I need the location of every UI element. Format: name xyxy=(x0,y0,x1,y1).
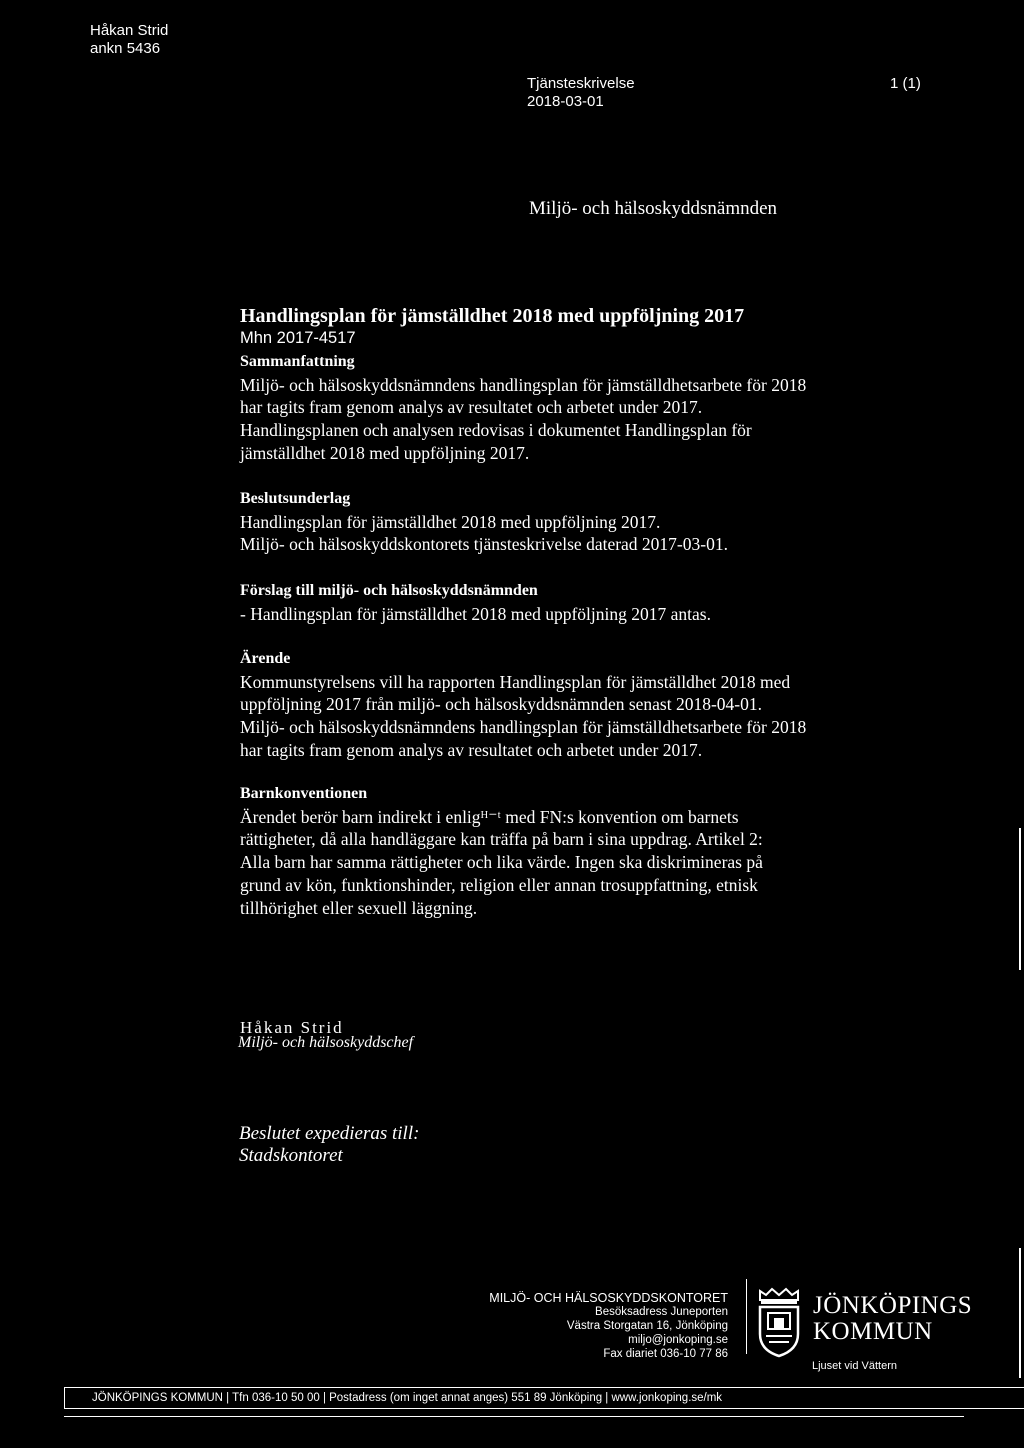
matter-line: uppföljning 2017 från miljö- och hälsoskyddsnämnden senast 2018-04-01. xyxy=(240,694,763,715)
doc-meta xyxy=(527,75,635,111)
basis-heading: Beslutsunderlag xyxy=(240,490,351,507)
author-extension: ankn 5436 xyxy=(90,40,161,57)
crown-shield-icon xyxy=(754,1286,804,1358)
summary-section xyxy=(240,351,880,465)
footer-bar xyxy=(64,1387,1024,1409)
page-number: 1 (1) xyxy=(890,75,921,92)
basis-section xyxy=(240,488,880,556)
distribution-heading: Beslutet expedieras till: xyxy=(239,1123,420,1144)
summary-line: Handlingsplanen och analysen redovisas i dokumentet Handlingsplan för xyxy=(240,420,752,441)
convention-line: tillhörighet eller sexuell läggning. xyxy=(240,897,478,918)
convention-line: Alla barn har samma rättigheter och lika värde. Ingen ska diskrimineras på xyxy=(240,852,763,873)
distribution-recipient: Stadskontoret xyxy=(239,1145,343,1166)
summary-line: Miljö- och hälsoskyddsnämndens handlingsplan för jämställdhetsarbete för 2018 xyxy=(240,374,807,395)
office-fax: Fax diariet 036-10 77 86 xyxy=(603,1348,728,1360)
page-title: Handlingsplan för jämställdhet 2018 med uppföljning 2017 xyxy=(240,305,745,327)
contact-divider xyxy=(746,1279,747,1354)
doc-date: 2018-03-01 xyxy=(527,93,604,110)
office-street: Västra Storgatan 16, Jönköping xyxy=(566,1320,728,1332)
proposal-line: - Handlingsplan för jämställdhet 2018 med uppföljning 2017 antas. xyxy=(240,603,711,624)
office-email: miljo@jonkoping.se xyxy=(628,1334,728,1346)
matter-line: Miljö- och hälsoskyddsnämndens handlingsplan för jämställdhetsarbete för 2018 xyxy=(240,717,807,738)
basis-line: Handlingsplan för jämställdhet 2018 med uppföljning 2017. xyxy=(240,511,661,532)
matter-section xyxy=(240,648,880,762)
logo-name-line1: JÖNKÖPINGS xyxy=(813,1292,973,1319)
author-name: Håkan Strid xyxy=(90,22,169,39)
logo-wordmark xyxy=(813,1293,972,1345)
edge-mark xyxy=(1019,1248,1021,1378)
office-visit-address: Besöksadress Juneporten xyxy=(595,1306,728,1318)
case-number: Mhn 2017-4517 xyxy=(240,329,356,347)
summary-line: har tagits fram genom analys av resultatet och arbetet under 2017. xyxy=(240,397,703,418)
logo-name-line2: KOMMUN xyxy=(813,1318,933,1345)
footer-underline xyxy=(64,1416,964,1417)
edge-mark xyxy=(1019,828,1021,970)
signature-name: Håkan Strid xyxy=(240,1018,344,1037)
doc-type: Tjänsteskrivelse xyxy=(527,75,635,92)
matter-line: Kommunstyrelsens vill ha rapporten Handlingsplan för jämställdhet 2018 med xyxy=(240,671,791,692)
basis-line: Miljö- och hälsoskyddskontorets tjänsteskrivelse daterad 2017-03-01. xyxy=(240,534,728,555)
convention-line: rättigheter, då alla handläggare kan träffa på barn i sina uppdrag. Artikel 2: xyxy=(240,829,763,850)
signature-role: Miljö- och hälsoskyddschef xyxy=(238,1034,414,1051)
logo-tagline: Ljuset vid Vättern xyxy=(812,1360,897,1372)
proposal-section xyxy=(240,580,880,625)
office-contact xyxy=(450,1291,728,1361)
proposal-heading: Förslag till miljö- och hälsoskyddsnämnden xyxy=(240,582,538,599)
matter-line: har tagits fram genom analys av resultatet och arbetet under 2017. xyxy=(240,739,703,760)
office-name: MILJÖ- OCH HÄLSOSKYDDSKONTORET xyxy=(489,1291,728,1305)
convention-heading: Barnkonventionen xyxy=(240,785,368,802)
matter-heading: Ärende xyxy=(240,650,291,667)
summary-line: jämställdhet 2018 med uppföljning 2017. xyxy=(240,442,530,463)
author-block xyxy=(90,22,168,58)
summary-heading: Sammanfattning xyxy=(240,353,355,370)
footer-text: JÖNKÖPINGS KOMMUN | Tfn 036-10 50 00 | Postadress (om inget annat anges) 551 89 Jönköping | www.jonkoping.se/mk xyxy=(92,1392,723,1404)
recipient: Miljö- och hälsoskyddsnämnden xyxy=(529,198,778,219)
convention-section xyxy=(240,783,880,919)
convention-line: grund av kön, funktionshinder, religion eller annan trosuppfattning, etnisk xyxy=(240,874,758,895)
convention-line: Ärendet berör barn indirekt i enligᴴ⁻ᵗ med FN:s konvention om barnets xyxy=(240,806,739,827)
